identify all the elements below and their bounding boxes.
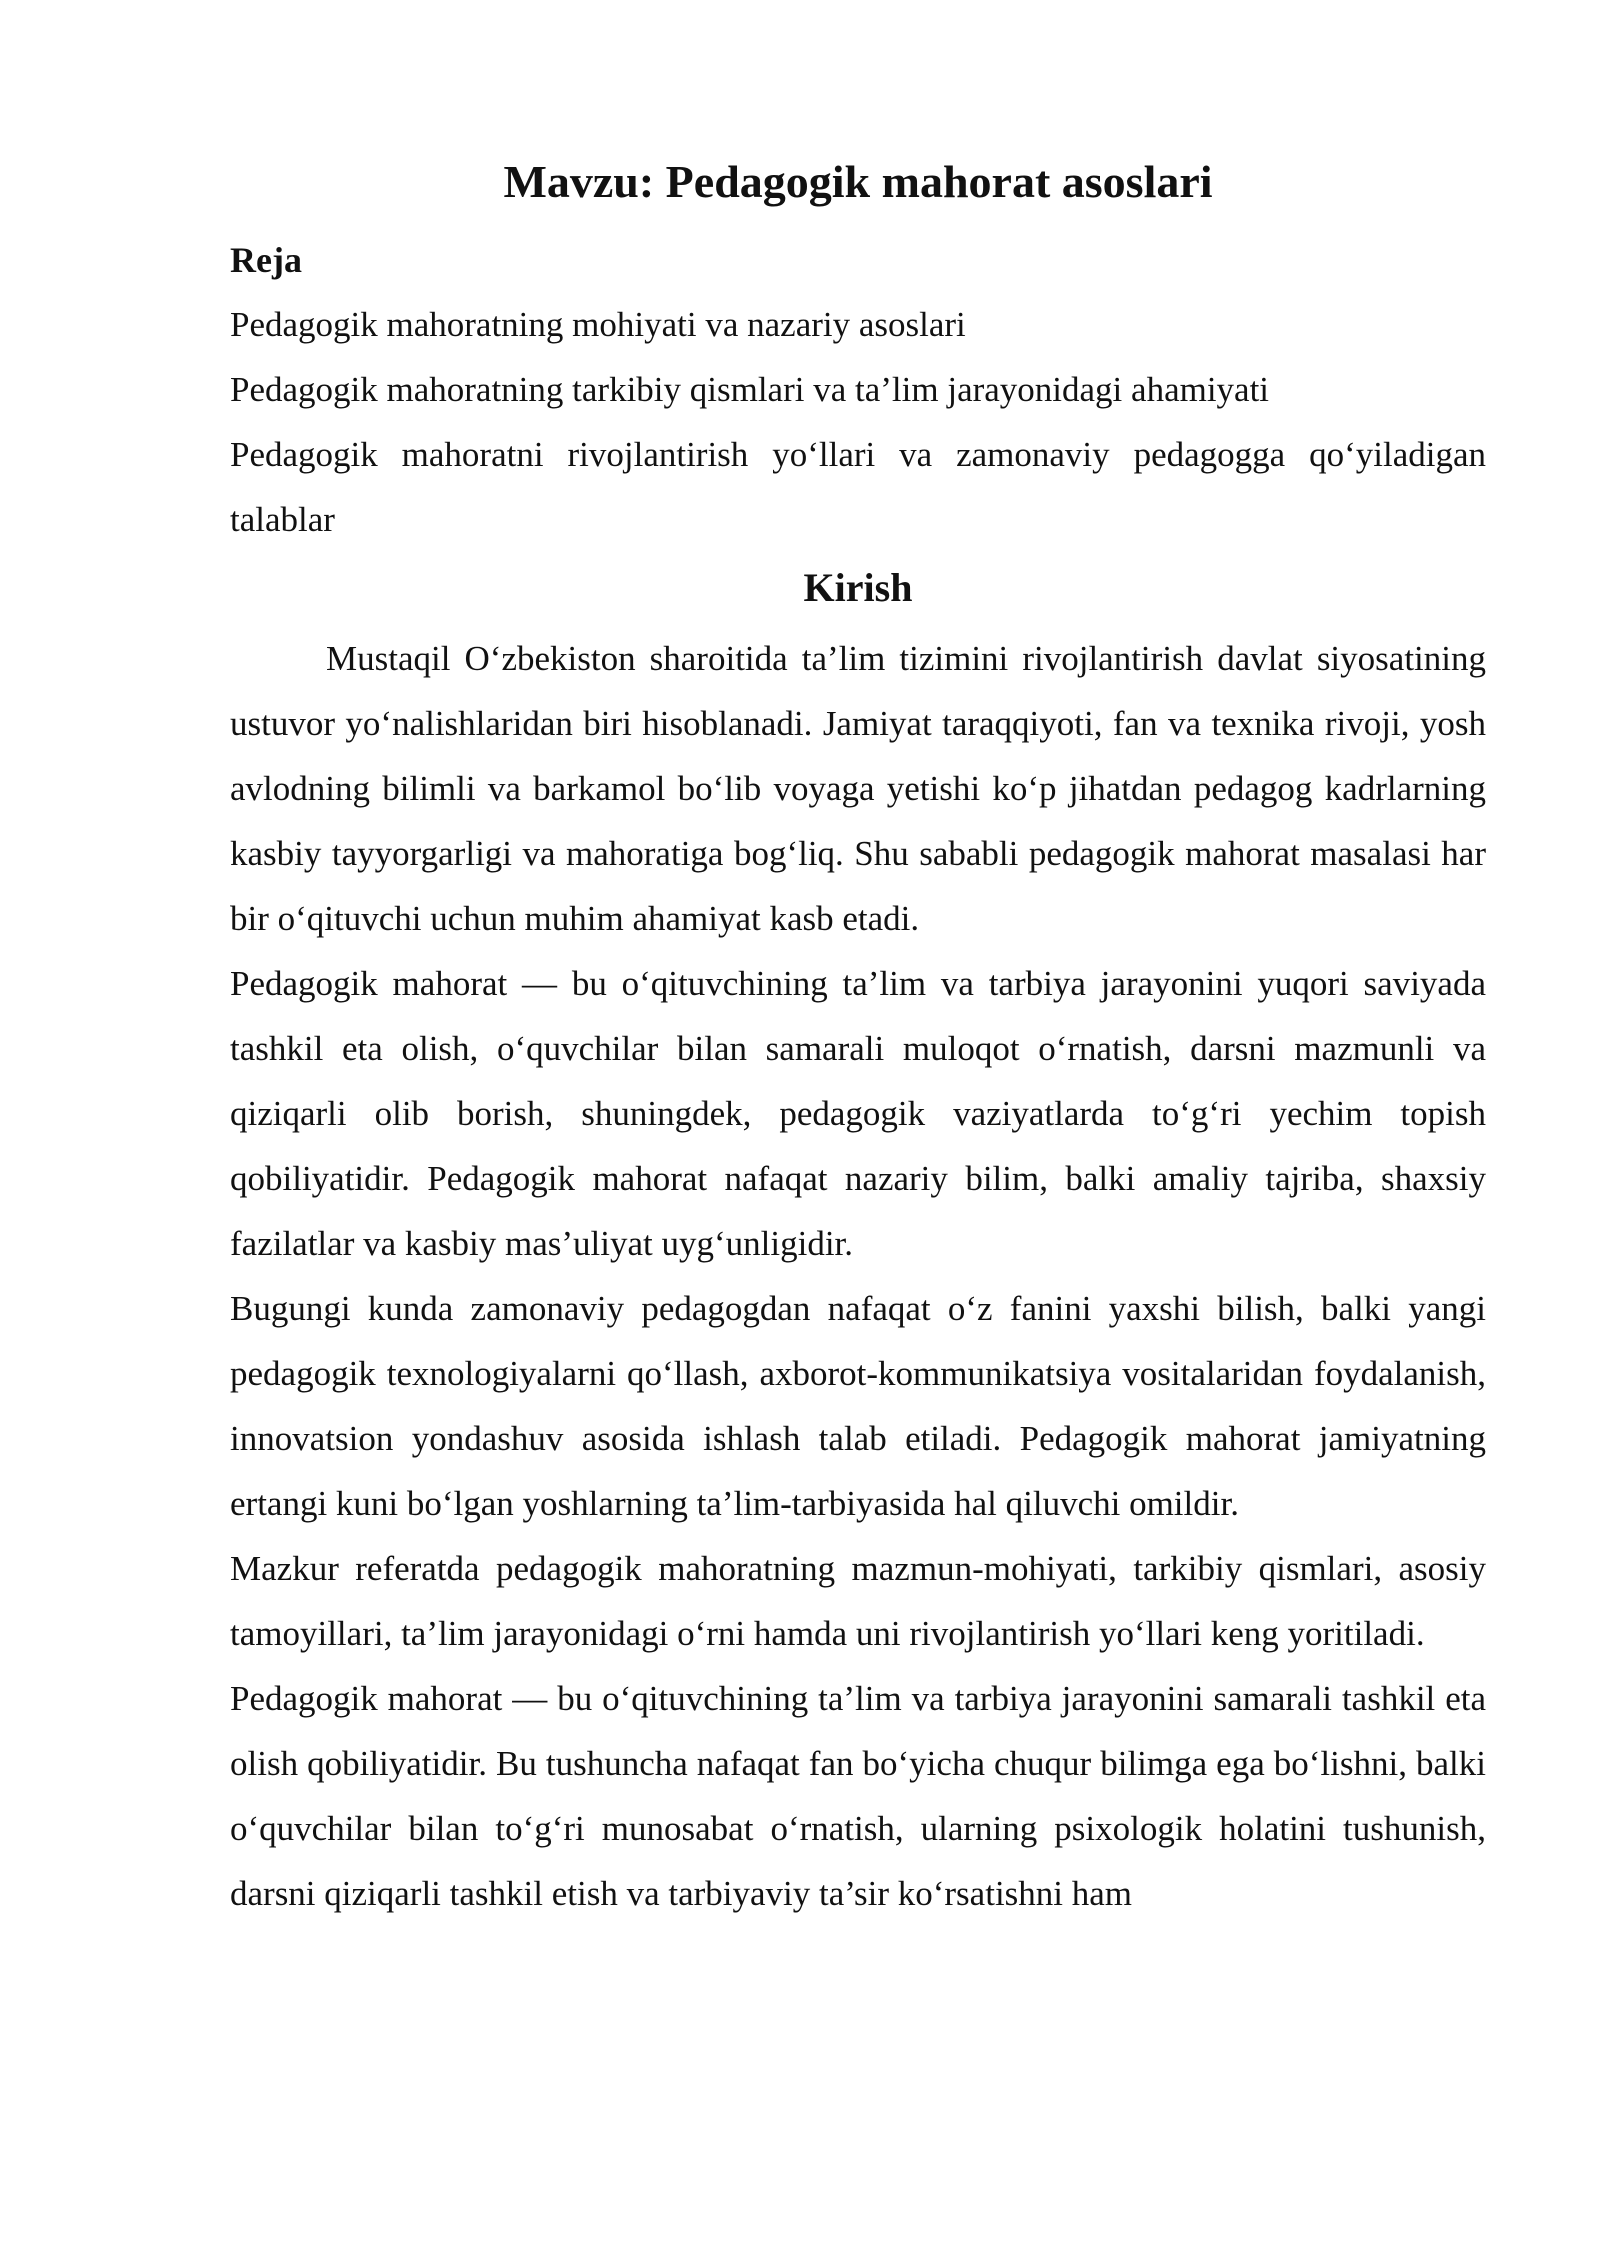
document-title: Mavzu: Pedagogik mahorat asoslari bbox=[503, 156, 1213, 207]
plan-item: Pedagogik mahoratni rivojlantirish yo‘llari va zamonaviy pedagogga qo‘yiladigan talablar bbox=[230, 435, 1486, 539]
plan-item: Pedagogik mahoratning mohiyati va nazariy asoslari bbox=[230, 305, 966, 344]
section-heading-kirish: Kirish bbox=[803, 565, 913, 610]
paragraph: Mazkur referatda pedagogik mahoratning mazmun-mohiyati, tarkibiy qismlari, asosiy tamoyillari, ta’lim jarayonidagi o‘rni hamda uni rivojlantirish yo‘llari keng yoritiladi. bbox=[230, 1549, 1486, 1653]
paragraph: Pedagogik mahorat — bu o‘qituvchining ta’lim va tarbiya jarayonini samarali tashkil eta olish qobiliyatidir. Bu tushuncha nafaqat fan bo‘yicha chuqur bilimga ega bo‘lishni, balki o‘quvchilar bilan to‘g‘ri munosabat o‘rnatish, ularning psixologik holatini tushunish, darsni qiziqarli tashkil etish va tarbiyaviy ta’sir ko‘rsatishni ham bbox=[230, 1679, 1486, 1913]
plan-item: Pedagogik mahoratning tarkibiy qismlari va ta’lim jarayonidagi ahamiyati bbox=[230, 370, 1270, 409]
plan-list bbox=[230, 292, 1486, 552]
paragraph: Pedagogik mahorat — bu o‘qituvchining ta’lim va tarbiya jarayonini yuqori saviyada tashkil eta olish, o‘quvchilar bilan samarali muloqot o‘rnatish, darsni mazmunli va qiziqarli olib borish, shuningdek, pedagogik vaziyatlarda to‘g‘ri yechim topish qobiliyatidir. Pedagogik mahorat nafaqat nazariy bilim, balki amaliy tajriba, shaxsiy fazilatlar va kasbiy mas’uliyat uyg‘unligidir. bbox=[230, 964, 1486, 1263]
body-text bbox=[230, 626, 1486, 1926]
plan-heading: Reja bbox=[230, 240, 302, 280]
paragraph: Mustaqil O‘zbekiston sharoitida ta’lim tizimini rivojlantirish davlat siyosatining ustuvor yo‘nalishlaridan biri hisoblanadi. Jamiyat taraqqiyoti, fan va texnika rivoji, yosh avlodning bilimli va barkamol bo‘lib voyaga yetishi ko‘p jihatdan pedagog kadrlarning kasbiy tayyorgarligi va mahoratiga bog‘liq. Shu sababli pedagogik mahorat masalasi har bir o‘qituvchi uchun muhim ahamiyat kasb etadi. bbox=[230, 639, 1486, 938]
paragraph: Bugungi kunda zamonaviy pedagogdan nafaqat o‘z fanini yaxshi bilish, balki yangi pedagogik texnologiyalarni qo‘llash, axborot-kommunikatsiya vositalaridan foydalanish, innovatsion yondashuv asosida ishlash talab etiladi. Pedagogik mahorat jamiyatning ertangi kuni bo‘lgan yoshlarning ta’lim-tarbiyasida hal qiluvchi omildir. bbox=[230, 1289, 1486, 1523]
